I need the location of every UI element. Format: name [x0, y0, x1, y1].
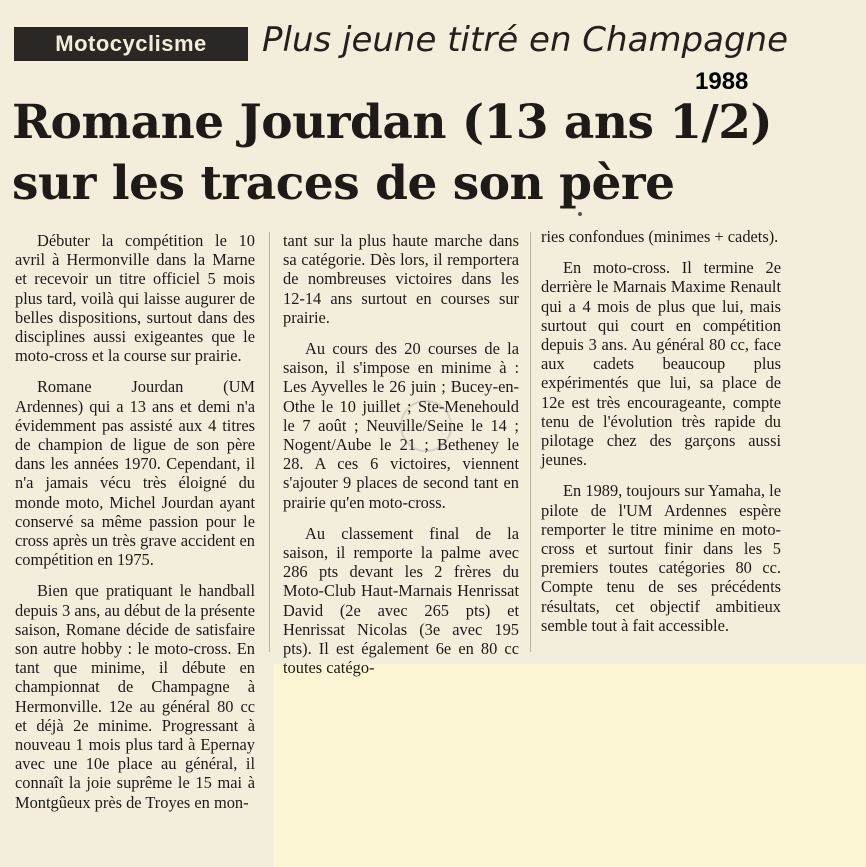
- headline: [12, 92, 832, 214]
- column-divider: [530, 232, 531, 652]
- paragraph: En 1989, toujours sur Yamaha, le pilote de l'UM Ardennes espère remporter le titre minime en moto-cross et surtout finir dans les 5 premiers toutes catégories 80 cc. Compte tenu de ses précédents résultats, cet objectif ambitieux semble tout à fait accessible.: [541, 481, 781, 635]
- paragraph: Au classement final de la saison, il remporte la palme avec 286 pts devant les 2 frères du Moto-Club Haut-Marnais Henrissat David (2e avec 265 pts) et Henrissat Nicolas (3e avec 195 pts). Il est également 6e en 80 cc toutes catégo-: [283, 523, 519, 678]
- article-column-3: [541, 227, 781, 647]
- paragraph: Bien que pratiquant le handball depuis 3 ans, au début de la présente saison, Romane décide de satisfaire son autre hobby : le moto-cross. En tant que minime, il débute en championnat de Champagne à Hermonville. 12e au général 80 cc et déjà 2e minime. Progressant à nouveau 1 mois plus tard à Epernay avec une 10e place au général, il connaît la joie suprême le 15 mai à Montgûeux près de Troyes en mon-: [15, 581, 255, 812]
- headline-line-1: Romane Jourdan (13 ans 1/2): [12, 95, 773, 150]
- paragraph: Romane Jourdan (UM Ardennes) qui a 13 ans et demi n'a évidemment pas assisté aux 4 titres de champion de ligue de son père dans les années 1970. Cependant, il n'a jamais vécu très éloigné du monde moto, Michel Jourdan ayant conservé sa même passion pour le cross après un très grave accident en compétition en 1975.: [15, 377, 255, 570]
- paragraph: ries confondues (minimes + cadets).: [541, 227, 779, 246]
- year-annotation: 1988: [695, 68, 749, 95]
- article-column-1: [15, 231, 255, 824]
- paragraph: Au cours des 20 courses de la saison, il s'impose en minime à : Les Ayvelles le 26 juin ; Bucey-en-Othe le 10 juillet ; Ste-Menehould le 7 août ; Neuville/Seine le 14 ; Nogent/Aube le 21 ; Betheney le 28. A ces 6 victoires, viennent s'ajouter 9 places de second tant en prairie qu'en moto-cross.: [283, 339, 519, 512]
- ink-dot: [578, 212, 582, 216]
- blank-area: [274, 664, 866, 867]
- column-divider: [269, 232, 270, 652]
- article-column-2: [283, 231, 519, 689]
- headline-line-2: sur les traces de son père: [12, 156, 675, 211]
- paragraph: tant sur la plus haute marche dans sa catégorie. Dès lors, il remportera de nombreuses victoires dans les 12-14 ans surtout en courses sur prairie.: [283, 231, 519, 327]
- watermark-stamp: [400, 400, 452, 452]
- paragraph: Débuter la compétition le 10 avril à Hermonville dans la Marne et recevoir un titre officiel 5 mois plus tard, voilà qui laisse augurer de belles dispositions, surtout dans des disciplines aussi exigeantes que le moto-cross et la course sur prairie.: [15, 231, 255, 366]
- kicker-title: Plus jeune titré en Champagne: [262, 20, 789, 60]
- paragraph: En moto-cross. Il termine 2e derrière le Marnais Maxime Renault qui a 4 mois de plus que lui, mais surtout qui court en compétition depuis 3 ans. Au général 80 cc, face aux cadets beaucoup plus expérimentés que lui, sa place de 12e est très encourageante, compte tenu de l'évolution très rapide du pilotage chez des garçons aussi jeunes.: [541, 258, 781, 470]
- section-rubric: Motocyclisme: [14, 27, 248, 61]
